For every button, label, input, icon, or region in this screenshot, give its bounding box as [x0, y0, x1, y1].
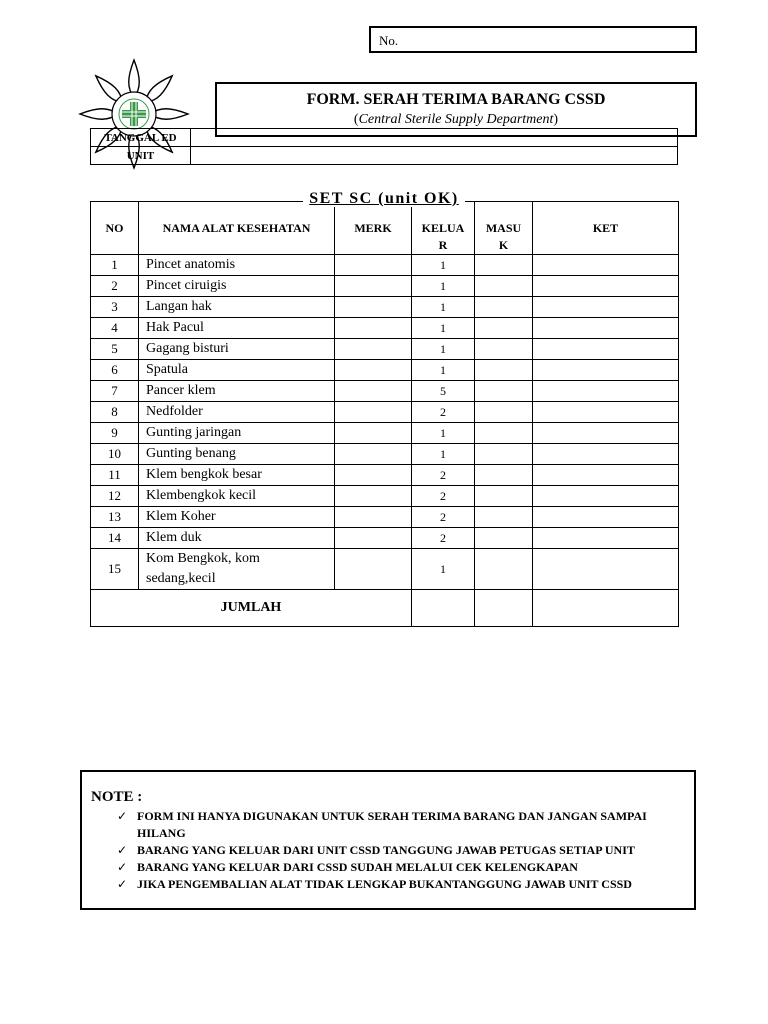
- row-merk[interactable]: [335, 549, 412, 590]
- form-title: FORM. SERAH TERIMA BARANG CSSD: [306, 91, 606, 108]
- row-nama: Spatula: [139, 360, 335, 381]
- row-masuk[interactable]: [475, 549, 533, 590]
- unit-field[interactable]: [191, 147, 678, 165]
- row-keluar: 1: [412, 423, 475, 444]
- check-icon: ✓: [117, 843, 128, 857]
- note-item: ✓ BARANG YANG KELUAR DARI CSSD SUDAH MELALUI CEK KELENGKAPAN: [117, 860, 578, 874]
- row-nama: Klem duk: [139, 528, 335, 549]
- items-table: [90, 201, 679, 627]
- row-masuk[interactable]: [475, 444, 533, 465]
- row-no: 15: [91, 549, 139, 590]
- row-no: 9: [91, 423, 139, 444]
- row-nama: Kom Bengkok, kom sedang,kecil: [139, 549, 335, 590]
- document-number-field[interactable]: [369, 26, 697, 53]
- table-row: [91, 507, 679, 528]
- set-title: SET SC (unit OK): [90, 190, 678, 208]
- row-merk[interactable]: [335, 360, 412, 381]
- row-nama: Gagang bisturi: [139, 339, 335, 360]
- row-no: 12: [91, 486, 139, 507]
- row-ket[interactable]: [533, 528, 679, 549]
- row-masuk[interactable]: [475, 318, 533, 339]
- row-merk[interactable]: [335, 507, 412, 528]
- row-no: 6: [91, 360, 139, 381]
- row-no: 13: [91, 507, 139, 528]
- row-nama: Pancer klem: [139, 381, 335, 402]
- row-masuk[interactable]: [475, 507, 533, 528]
- total-ket[interactable]: [533, 590, 679, 627]
- row-merk[interactable]: [335, 402, 412, 423]
- row-ket[interactable]: [533, 402, 679, 423]
- row-ket[interactable]: [533, 549, 679, 590]
- row-nama: Hak Pacul: [139, 318, 335, 339]
- total-keluar[interactable]: [412, 590, 475, 627]
- table-row: [91, 360, 679, 381]
- note-item: ✓ FORM INI HANYA DIGUNAKAN UNTUK SERAH TERIMA BARANG DAN JANGAN SAMPAI HILANG: [117, 809, 647, 840]
- header-masuk: MASU K: [475, 202, 533, 255]
- row-nama: Nedfolder: [139, 402, 335, 423]
- row-ket[interactable]: [533, 423, 679, 444]
- row-keluar: 1: [412, 255, 475, 276]
- row-nama: Klem bengkok besar: [139, 465, 335, 486]
- row-masuk[interactable]: [475, 402, 533, 423]
- row-keluar: 2: [412, 465, 475, 486]
- note-item: ✓ JIKA PENGEMBALIAN ALAT TIDAK LENGKAP BUKANTANGGUNG JAWAB UNIT CSSD: [117, 877, 632, 891]
- row-no: 5: [91, 339, 139, 360]
- row-masuk[interactable]: [475, 276, 533, 297]
- table-row: [91, 276, 679, 297]
- row-nama: Pincet anatomis: [139, 255, 335, 276]
- row-no: 3: [91, 297, 139, 318]
- table-row: [91, 402, 679, 423]
- row-masuk[interactable]: [475, 360, 533, 381]
- row-masuk[interactable]: [475, 486, 533, 507]
- table-header-row: [91, 202, 679, 255]
- note-item: ✓ BARANG YANG KELUAR DARI UNIT CSSD TANGGUNG JAWAB PETUGAS SETIAP UNIT: [117, 843, 635, 857]
- tanggal-ed-label: TANGGAL ED: [91, 129, 191, 147]
- table-row: [91, 297, 679, 318]
- check-icon: ✓: [117, 809, 128, 823]
- subtitle-open: (: [353, 112, 359, 127]
- row-nama: Gunting benang: [139, 444, 335, 465]
- row-nama: Klem Koher: [139, 507, 335, 528]
- items-body: [91, 255, 679, 627]
- table-row: [91, 381, 679, 402]
- row-masuk[interactable]: [475, 528, 533, 549]
- row-no: 1: [91, 255, 139, 276]
- row-keluar: 2: [412, 507, 475, 528]
- table-row: [91, 465, 679, 486]
- row-merk[interactable]: [335, 486, 412, 507]
- table-row: [91, 444, 679, 465]
- row-merk[interactable]: [335, 381, 412, 402]
- row-keluar: 1: [412, 444, 475, 465]
- row-ket[interactable]: [533, 297, 679, 318]
- table-row: [91, 528, 679, 549]
- note-title: NOTE :: [91, 789, 143, 805]
- row-merk[interactable]: [335, 528, 412, 549]
- row-masuk[interactable]: [475, 381, 533, 402]
- row-merk[interactable]: [335, 255, 412, 276]
- header-no: NO: [91, 202, 139, 255]
- row-ket[interactable]: [533, 444, 679, 465]
- row-nama: Langan hak: [139, 297, 335, 318]
- row-ket[interactable]: [533, 276, 679, 297]
- row-keluar: 1: [412, 549, 475, 590]
- row-ket[interactable]: [533, 339, 679, 360]
- row-ket[interactable]: [533, 381, 679, 402]
- row-no: 4: [91, 318, 139, 339]
- note-list: [91, 808, 694, 893]
- form-subtitle: [217, 112, 695, 128]
- check-icon: ✓: [117, 860, 128, 874]
- row-keluar: 1: [412, 297, 475, 318]
- row-nama: Pincet ciruigis: [139, 276, 335, 297]
- meta-table: [90, 128, 678, 165]
- note-box: [80, 770, 696, 910]
- row-ket[interactable]: [533, 255, 679, 276]
- header-ket: KET: [533, 202, 679, 255]
- subtitle-close: ): [553, 112, 559, 127]
- row-keluar: 1: [412, 339, 475, 360]
- row-keluar: 5: [412, 381, 475, 402]
- table-row: [91, 549, 679, 590]
- meta-row-unit: [91, 147, 678, 165]
- row-nama: Klembengkok kecil: [139, 486, 335, 507]
- subtitle-text: Central Sterile Supply Department: [358, 112, 554, 127]
- document-number-label: No.: [379, 33, 399, 48]
- row-keluar: 1: [412, 360, 475, 381]
- table-row: [91, 486, 679, 507]
- row-merk[interactable]: [335, 423, 412, 444]
- row-merk[interactable]: [335, 339, 412, 360]
- row-keluar: 1: [412, 318, 475, 339]
- header-keluar: KELUA R: [412, 202, 475, 255]
- row-keluar: 1: [412, 276, 475, 297]
- row-merk[interactable]: [335, 444, 412, 465]
- meta-row-tanggal: [91, 129, 678, 147]
- row-no: 10: [91, 444, 139, 465]
- check-icon: ✓: [117, 877, 128, 891]
- row-no: 11: [91, 465, 139, 486]
- row-ket[interactable]: [533, 360, 679, 381]
- row-no: 2: [91, 276, 139, 297]
- row-ket[interactable]: [533, 486, 679, 507]
- row-merk[interactable]: [335, 297, 412, 318]
- row-ket[interactable]: [533, 318, 679, 339]
- row-masuk[interactable]: [475, 297, 533, 318]
- row-ket[interactable]: [533, 507, 679, 528]
- table-row: [91, 423, 679, 444]
- row-merk[interactable]: [335, 465, 412, 486]
- row-masuk[interactable]: [475, 339, 533, 360]
- row-no: 8: [91, 402, 139, 423]
- row-keluar: 2: [412, 486, 475, 507]
- total-row: [91, 590, 679, 627]
- total-label: JUMLAH: [91, 590, 412, 627]
- header-merk: MERK: [335, 202, 412, 255]
- row-no: 14: [91, 528, 139, 549]
- row-no: 7: [91, 381, 139, 402]
- row-keluar: 2: [412, 528, 475, 549]
- header-nama: NAMA ALAT KESEHATAN: [139, 202, 335, 255]
- table-row: [91, 255, 679, 276]
- table-row: [91, 339, 679, 360]
- tanggal-ed-field[interactable]: [191, 129, 678, 147]
- row-masuk[interactable]: [475, 465, 533, 486]
- row-merk[interactable]: [335, 318, 412, 339]
- total-masuk[interactable]: [475, 590, 533, 627]
- row-nama: Gunting jaringan: [139, 423, 335, 444]
- row-keluar: 2: [412, 402, 475, 423]
- row-merk[interactable]: [335, 276, 412, 297]
- row-ket[interactable]: [533, 465, 679, 486]
- row-masuk[interactable]: [475, 255, 533, 276]
- unit-label: UNIT: [91, 147, 191, 165]
- table-row: [91, 318, 679, 339]
- row-masuk[interactable]: [475, 423, 533, 444]
